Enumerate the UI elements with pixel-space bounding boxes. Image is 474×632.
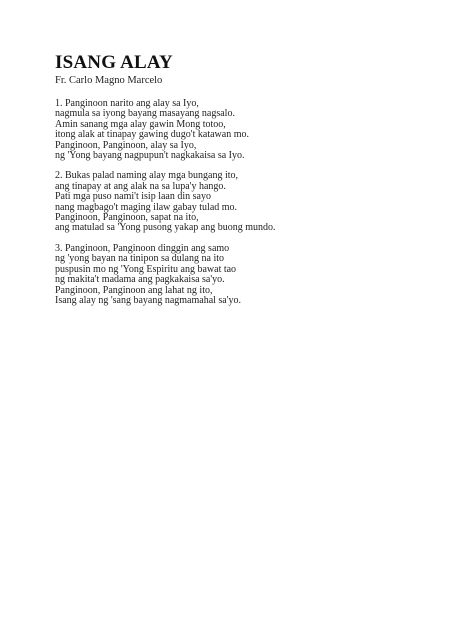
song-author: Fr. Carlo Magno Marcelo [55,75,163,86]
stanza-line: itong alak at tinapay gawing dugo't katawan mo. [55,129,249,141]
song-sheet [55,52,455,306]
stanza-line: Panginoon, Panginoon, alay sa Iyo, [55,139,197,151]
stanza-2 [55,171,455,233]
stanza-line: Isang alay ng 'sang bayang nagmamahal sa'yo. [55,294,242,306]
stanza-line: nagmula sa iyong bayang masayang nagsalo. [55,108,235,120]
stanza-line: ng 'yong bayan na tinipon sa dulang na ito [55,253,224,265]
stanza-3 [55,244,455,306]
stanza-line: Pati mga puso nami't isip laan din sayo [55,191,211,203]
stanza-line: 2. Bukas palad naming alay mga bungang ito, [55,170,239,182]
stanza-line: ang tinapay at ang alak na sa lupa'y hango. [55,180,226,192]
stanza-line: Panginoon, Panginoon ang lahat ng ito, [55,284,213,296]
stanza-line: nang magbago't maging ilaw gabay tulad mo. [55,201,238,213]
stanza-line: 1. Panginoon narito ang alay sa Iyo, [55,98,199,109]
stanza-line: Amin sanang mga alay gawin Mong totoo, [55,118,226,130]
stanza-line: puspusin mo ng 'Yong Espiritu ang bawat tao [55,263,237,275]
stanza-line: Panginoon, Panginoon, sapat na ito, [55,212,199,224]
song-title: ISANG ALAY [55,52,173,73]
stanza-line: 3. Panginoon, Panginoon dinggin ang samo [55,242,230,254]
stanza-1 [55,99,455,161]
stanza-line: ang matulad sa 'Yong pusong yakap ang buong mundo. [55,222,276,234]
stanza-line: ng makita't madama ang pagkakaisa sa'yo. [55,274,225,286]
stanza-line: ng 'Yong bayang nagpupun't nagkakaisa sa Iyo. [55,150,245,162]
